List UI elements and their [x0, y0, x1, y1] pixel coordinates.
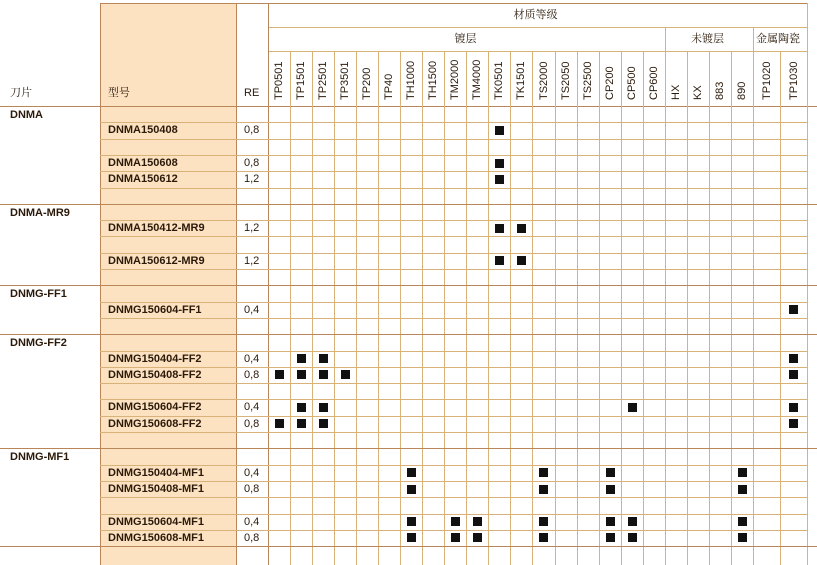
- grid-col-line: [687, 51, 688, 565]
- model-cell: DNMA150408: [108, 124, 178, 137]
- re-cell: 0,4: [244, 303, 260, 316]
- grid-col-line: [400, 51, 401, 565]
- grid-col-line: [510, 51, 511, 565]
- grade-label-tk1501: TK1501: [515, 61, 527, 100]
- grade-mark: [628, 403, 637, 412]
- grade-mark: [495, 126, 504, 135]
- grade-label-tp2501: TP2501: [317, 61, 329, 100]
- grade-label-tp1030: TP1030: [787, 61, 800, 100]
- grid-col-line: [422, 51, 423, 565]
- row-line: [100, 269, 807, 270]
- row-line: [100, 155, 807, 156]
- model-cell: DNMG150408-MF1: [108, 482, 204, 495]
- grade-label-kx: KX: [692, 85, 704, 100]
- cermet-header: 金属陶瓷: [756, 32, 800, 45]
- grade-label-tk0501: TK0501: [493, 61, 505, 100]
- row-line: [236, 220, 807, 221]
- group-bottom-line: [0, 546, 817, 547]
- grade-mark: [319, 419, 328, 428]
- row-line: [100, 351, 236, 352]
- grade-mark: [297, 354, 306, 363]
- grade-mark: [297, 419, 306, 428]
- grade-mark: [789, 305, 798, 314]
- grid-col-line: [466, 51, 467, 565]
- grade-mark: [451, 517, 460, 526]
- header-line: [268, 51, 807, 52]
- grade-mark: [319, 370, 328, 379]
- grade-label-cp500: CP500: [626, 66, 638, 100]
- grade-mark: [495, 159, 504, 168]
- re-cell: 0,8: [244, 124, 260, 137]
- grade-mark: [473, 533, 482, 542]
- grade-mark: [606, 485, 615, 494]
- re-cell: 1,2: [244, 173, 260, 186]
- grade-mark: [606, 468, 615, 477]
- group-name: DNMG-MF1: [10, 451, 70, 464]
- grade-mark: [495, 256, 504, 265]
- grade-mark: [495, 224, 504, 233]
- grade-mark: [789, 354, 798, 363]
- row-line: [100, 253, 807, 254]
- grade-mark: [341, 370, 350, 379]
- section-divider: [753, 27, 754, 565]
- row-line: [236, 351, 807, 352]
- model-cell: DNMA150608: [108, 156, 178, 169]
- re-cell: 0,4: [244, 515, 260, 528]
- row-line: [100, 399, 807, 400]
- grade-label-tm4000: TM4000: [471, 59, 483, 100]
- grid-col-line: [334, 51, 335, 565]
- grade-label-tp1501: TP1501: [295, 61, 307, 100]
- row-line: [100, 530, 807, 531]
- model-cell: DNMA150612: [108, 173, 178, 186]
- model-cell: DNMG150608-FF2: [108, 417, 202, 430]
- re-cell: 0,4: [244, 466, 260, 479]
- grade-label-ts2000: TS2000: [537, 61, 550, 100]
- grade-mark: [539, 517, 548, 526]
- re-cell: 0,8: [244, 156, 260, 169]
- grade-mark: [628, 533, 637, 542]
- grid-col-line: [599, 51, 600, 565]
- group-name: DNMG-FF2: [10, 337, 67, 350]
- row-line: [100, 514, 807, 515]
- header-line: [268, 27, 807, 28]
- grade-mark: [738, 533, 747, 542]
- row-line: [100, 481, 807, 482]
- grade-mark: [297, 370, 306, 379]
- grade-label-tm2000: TM2000: [449, 59, 461, 100]
- grid-col-line: [488, 51, 489, 565]
- row-line: [100, 302, 236, 303]
- row-line: [100, 416, 807, 417]
- re-cell: 1,2: [244, 254, 260, 267]
- grade-mark: [539, 468, 548, 477]
- row-line: [100, 122, 236, 123]
- grid-col-line: [444, 51, 445, 565]
- grid-col-line: [290, 51, 291, 565]
- row-line: [236, 465, 807, 466]
- grade-label-th1500: TH1500: [427, 60, 439, 100]
- grid-col-line: [709, 51, 710, 565]
- row-line: [100, 383, 807, 384]
- grade-mark: [517, 224, 526, 233]
- grid-col-line: [378, 51, 379, 565]
- row-line: [100, 367, 807, 368]
- re-cell: 0,4: [244, 352, 260, 365]
- re-cell: 0,8: [244, 482, 260, 495]
- grade-mark: [451, 533, 460, 542]
- grade-mark: [407, 533, 416, 542]
- grid-col-line: [643, 51, 644, 565]
- model-cell: DNMG150604-MF1: [108, 515, 204, 528]
- grade-mark: [319, 403, 328, 412]
- model-cell: DNMG150604-FF2: [108, 401, 202, 414]
- top-border: [100, 3, 807, 4]
- grade-label-tp40: TP40: [383, 73, 395, 100]
- grade-mark: [789, 403, 798, 412]
- grade-mark: [539, 485, 548, 494]
- grid-col-line: [555, 51, 556, 565]
- grade-label-tp200: TP200: [361, 67, 373, 100]
- row-line: [236, 122, 807, 123]
- grade-label-th1000: TH1000: [405, 60, 417, 100]
- grade-label-ts2050: TS2050: [560, 61, 572, 100]
- grade-mark: [407, 468, 416, 477]
- grade-mark: [495, 175, 504, 184]
- re-cell: 0,8: [244, 417, 260, 430]
- grade-label-883: 883: [714, 81, 726, 100]
- model-cell: DNMG150404-MF1: [108, 466, 204, 479]
- grid-col-line: [312, 51, 313, 565]
- grade-label-cp600: CP600: [648, 66, 660, 100]
- grade-mark: [517, 256, 526, 265]
- row-line: [100, 318, 807, 319]
- grade-label-tp0501: TP0501: [273, 61, 285, 100]
- group-name: DNMA-MR9: [10, 206, 70, 219]
- grade-mark: [738, 485, 747, 494]
- group-bottom-line: [0, 285, 817, 286]
- grid-col-line: [621, 51, 622, 565]
- re-cell: 0,8: [244, 368, 260, 381]
- row-line: [236, 302, 807, 303]
- grade-mark: [319, 354, 328, 363]
- header-bottom-line: [0, 106, 817, 107]
- coated-header: 镀层: [454, 32, 477, 45]
- grade-mark: [407, 485, 416, 494]
- grid-col-line: [356, 51, 357, 565]
- re-cell: 0,8: [244, 531, 260, 544]
- group-bottom-line: [0, 448, 817, 449]
- row-line: [100, 188, 807, 189]
- grade-mark: [275, 370, 284, 379]
- group-name: DNMA: [10, 109, 43, 121]
- group-name: DNMG-FF1: [10, 288, 67, 301]
- re-cell: 0,4: [244, 401, 260, 414]
- model-cell: DNMG150608-MF1: [108, 531, 204, 544]
- grid-col-line: [731, 51, 732, 565]
- material-grade-header: 材质等级: [513, 8, 558, 21]
- re-cell: 1,2: [244, 222, 260, 235]
- group-bottom-line: [0, 204, 817, 205]
- blade-header: 刀片: [10, 86, 32, 99]
- row-line: [100, 497, 807, 498]
- model-cell: DNMG150408-FF2: [108, 368, 202, 381]
- row-line: [100, 236, 807, 237]
- grade-mark: [628, 517, 637, 526]
- grade-mark: [473, 517, 482, 526]
- section-divider: [665, 27, 666, 565]
- grade-label-cp200: CP200: [604, 66, 616, 100]
- group-bottom-line: [0, 334, 817, 335]
- grade-label-tp1020: TP1020: [760, 61, 773, 100]
- grade-label-890: 890: [736, 81, 748, 100]
- grid-col-line: [577, 51, 578, 565]
- row-line: [100, 139, 807, 140]
- grid-col-line: [532, 51, 533, 565]
- uncoated-header: 未镀层: [691, 32, 724, 45]
- grade-mark: [789, 370, 798, 379]
- grade-label-tp3501: TP3501: [339, 61, 351, 100]
- model-cell: DNMA150412-MR9: [108, 222, 205, 235]
- grid-col-line: [780, 51, 781, 565]
- grade-mark: [297, 403, 306, 412]
- model-header: 型号: [108, 86, 130, 99]
- grade-mark: [275, 419, 284, 428]
- grid-right: [807, 3, 808, 565]
- grade-mark: [539, 533, 548, 542]
- model-cell: DNMA150612-MR9: [108, 254, 205, 267]
- row-line: [100, 220, 236, 221]
- row-line: [100, 432, 807, 433]
- model-cell: DNMG150404-FF2: [108, 352, 202, 365]
- grade-label-ts2500: TS2500: [582, 61, 594, 100]
- grade-mark: [789, 419, 798, 428]
- grade-mark: [738, 468, 747, 477]
- grade-label-hx: HX: [670, 84, 682, 100]
- grade-mark: [407, 517, 416, 526]
- grade-mark: [606, 517, 615, 526]
- row-line: [100, 465, 236, 466]
- row-line: [100, 171, 807, 172]
- grade-mark: [606, 533, 615, 542]
- grade-mark: [738, 517, 747, 526]
- re-header: RE: [244, 87, 260, 99]
- model-cell: DNMG150604-FF1: [108, 303, 202, 316]
